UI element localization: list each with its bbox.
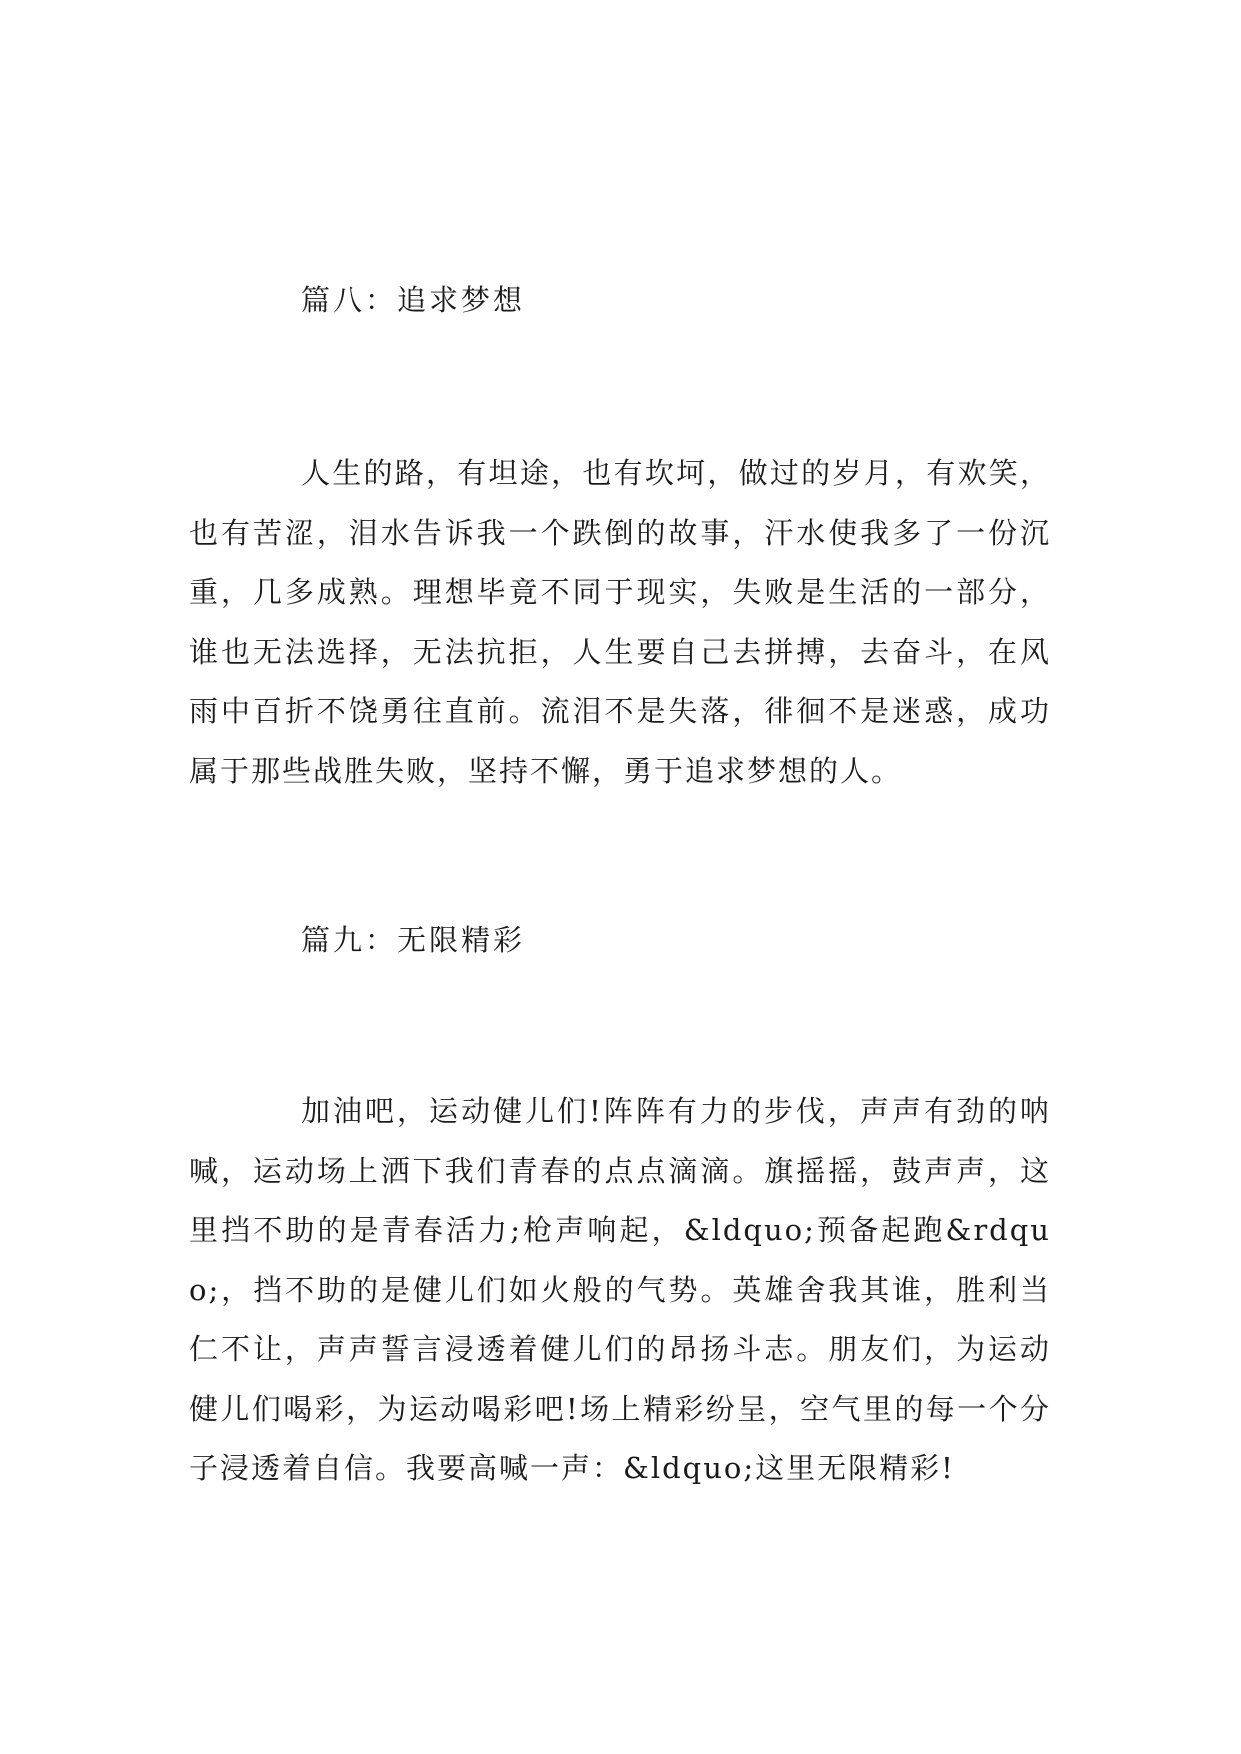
section-paragraph: 人生的路，有坦途，也有坎坷，做过的岁月，有欢笑，也有苦涩，泪水告诉我一个跌倒的故事，汗水使我多了一份沉重，几多成熟。理想毕竟不同于现实，失败是生活的一部分，谁也无法选择，无法抗拒，人生要自己去拼搏，去奋斗，在风雨中百折不饶勇往直前。流泪不是失落，徘徊不是迷惑，成功属于那些战胜失败，坚持不懈，勇于追求梦想的人。	[189, 456, 1051, 788]
section-heading: 篇八：追求梦想	[301, 283, 526, 317]
section-paragraph: 加油吧，运动健儿们!阵阵有力的步伐，声声有劲的呐喊，运动场上洒下我们青春的点点滴滴。旗摇摇，鼓声声，这里挡不助的是青春活力;枪声响起，&ldquo;预备起跑&rdquo;，挡不助的是健儿们如火般的气势。英雄舍我其谁，胜利当仁不让，声声誓言浸透着健儿们的昂扬斗志。朋友们，为运动健儿们喝彩，为运动喝彩吧!场上精彩纷呈，空气里的每一个分子浸透着自信。我要高喊一声：&ldquo;这里无限精彩!	[189, 1094, 1051, 1485]
section-heading: 篇九：无限精彩	[301, 923, 526, 957]
